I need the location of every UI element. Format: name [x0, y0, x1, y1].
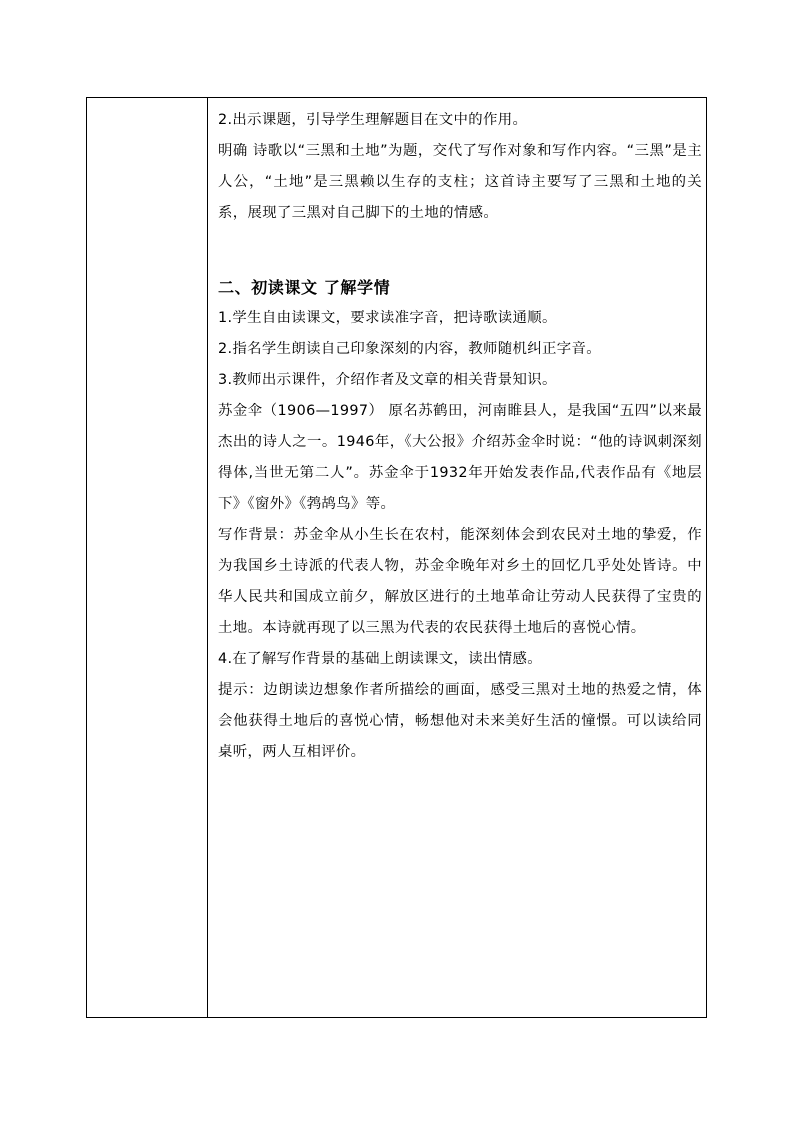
- section-heading: 二、初读课文 了解学情: [218, 278, 391, 297]
- intro-paragraph-1: 2.出示课题，引导学生理解题目在文中的作用。: [218, 112, 528, 128]
- table-left-cell: [87, 98, 208, 1017]
- author-paragraph: 苏金伞（1906—1997） 原名苏鹤田，河南睢县人，是我国“五四”以来最杰出的诗人之一。1946年，《大公报》介绍苏金伞时说：“他的诗讽刺深刻得体,当世无第二人”。苏金伞于1932年开始发表作品,代表作品有《地层下》《窗外》《鹁鸪鸟》等。: [218, 403, 702, 512]
- lesson-table: [86, 97, 707, 1018]
- intro-paragraph-2: 明确 诗歌以“三黑和土地”为题，交代了写作对象和写作内容。“三黑”是主人公，“土地”是三黑赖以生存的支柱；这首诗主要写了三黑和土地的关系，展现了三黑对自己脚下的土地的情感。: [218, 143, 702, 221]
- step-paragraph-4: 4.在了解写作背景的基础上朗读课文，读出情感。: [218, 651, 542, 667]
- step-paragraph-1: 1.学生自由读课文，要求读准字音，把诗歌读通顺。: [218, 310, 557, 326]
- table-content-cell: [208, 98, 706, 1017]
- background-paragraph: 写作背景：苏金伞从小生长在农村，能深刻体会到农民对土地的挚爱，作为我国乡土诗派的代表人物，苏金伞晚年对乡土的回忆几乎处处皆诗。中华人民共和国成立前夕，解放区进行的土地革命让劳动人民获得了宝贵的土地。本诗就再现了以三黑为代表的农民获得土地后的喜悦心情。: [218, 527, 702, 636]
- step-paragraph-2: 2.指名学生朗读自己印象深刻的内容，教师随机纠正字音。: [218, 341, 601, 357]
- tip-paragraph: 提示：边朗读边想象作者所描绘的画面，感受三黑对土地的热爱之情，体会他获得土地后的喜悦心情，畅想他对未来美好生活的憧憬。可以读给同桌听，两人互相评价。: [218, 682, 702, 760]
- section-spacer: [218, 229, 702, 272]
- step-paragraph-3: 3.教师出示课件，介绍作者及文章的相关背景知识。: [218, 372, 557, 388]
